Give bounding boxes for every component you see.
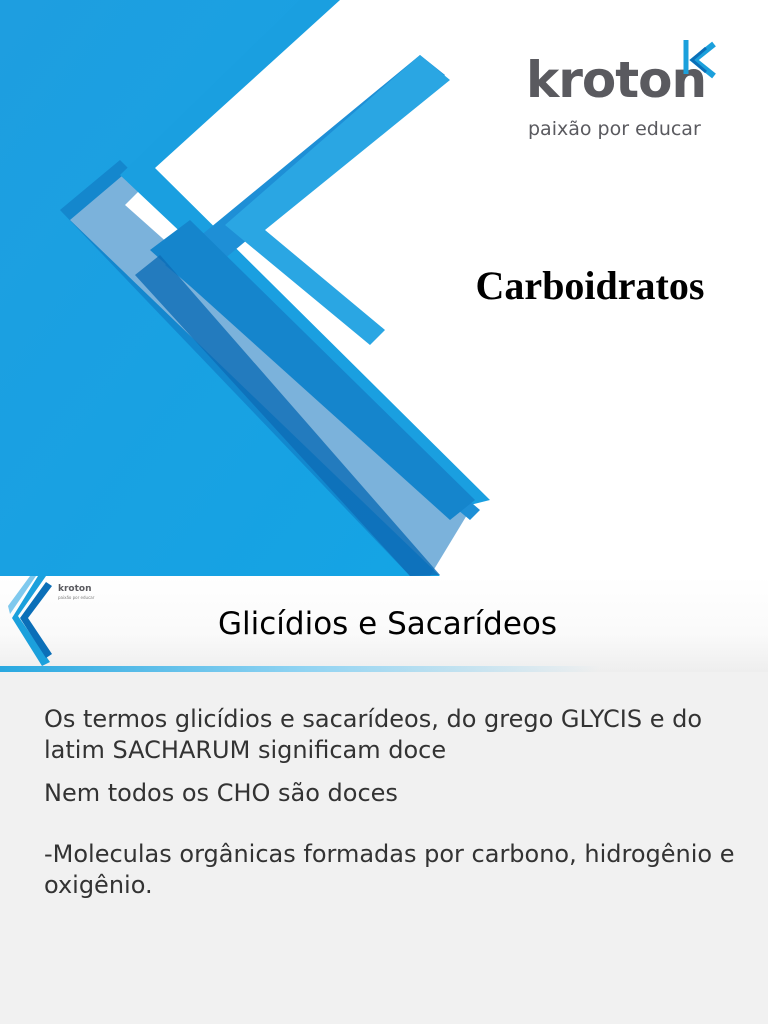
header-divider bbox=[0, 666, 600, 672]
header-chevron-icon bbox=[8, 576, 58, 668]
slide-body bbox=[44, 704, 744, 901]
logo-tagline: paixão por educar bbox=[528, 118, 701, 140]
kroton-logo bbox=[526, 38, 726, 148]
header-logo-tagline: paixão por educar bbox=[58, 595, 95, 600]
body-paragraph: -Moleculas orgânicas formadas por carbono, hidrogênio e oxigênio. bbox=[44, 840, 735, 899]
slide-title: Carboidratos bbox=[475, 263, 705, 308]
header-logo-wordmark: kroton bbox=[58, 584, 92, 594]
slide-title: Glicídios e Sacarídeos bbox=[218, 606, 558, 642]
slide-header bbox=[0, 576, 768, 672]
logo-k-mark-icon bbox=[678, 38, 722, 88]
body-paragraph: Os termos glicídios e sacarídeos, do grego GLYCIS e do latim SACHARUM significam doce bbox=[44, 705, 703, 764]
body-paragraph: Nem todos os CHO são doces bbox=[44, 779, 398, 807]
logo-wordmark: kroton bbox=[526, 51, 707, 109]
content-slide bbox=[0, 576, 768, 1024]
